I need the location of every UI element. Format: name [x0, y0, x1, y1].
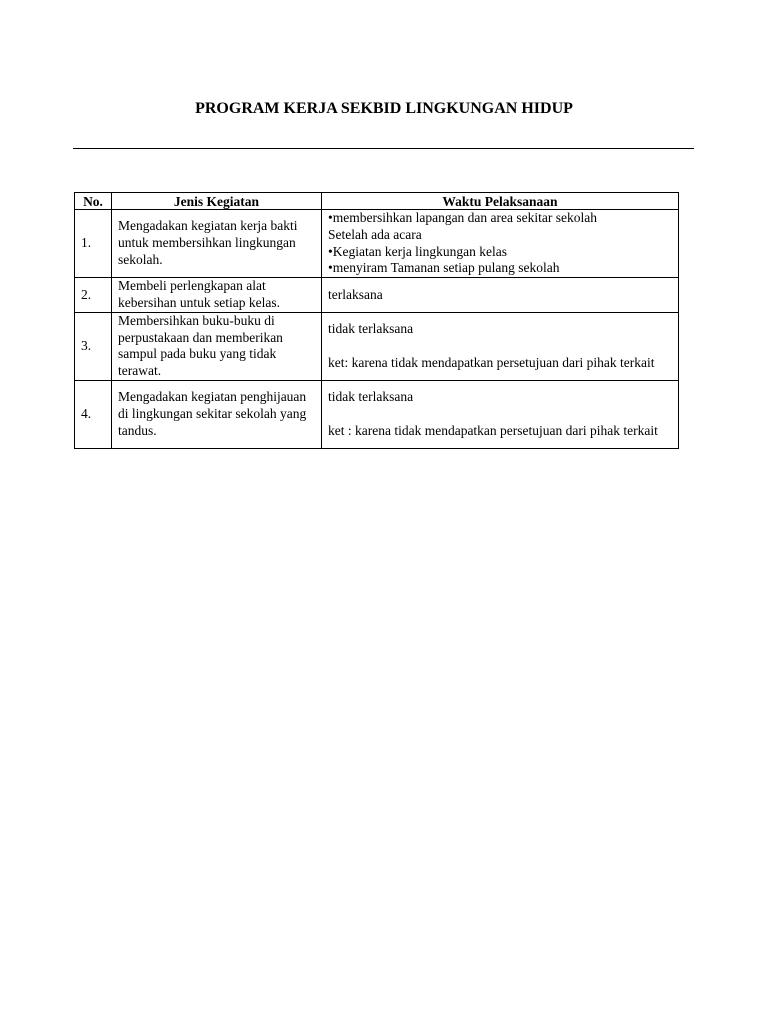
table-row [75, 210, 679, 278]
header-no: No. [75, 193, 112, 210]
table-row [75, 380, 679, 448]
activity-cell: Membersihkan buku-buku di perpustakaan dan memberikan sampul pada buku yang tidak terawat. [112, 312, 322, 380]
title-divider [73, 148, 694, 149]
status-line: •menyiram Tamanan setiap pulang sekolah [328, 260, 560, 276]
activity-cell: Membeli perlengkapan alat kebersihan untuk setiap kelas. [112, 278, 322, 313]
row-number: 3. [75, 312, 112, 380]
table-header-row [75, 193, 679, 210]
program-table [74, 192, 679, 449]
status-line: •membersihkan lapangan dan area sekitar sekolah [328, 210, 597, 225]
status-note: ket : karena tidak mendapatkan persetujuan dari pihak terkait [328, 422, 658, 438]
table-row [75, 312, 679, 380]
status-gap [328, 406, 672, 423]
table-row [75, 278, 679, 313]
status-gap [328, 338, 672, 355]
status-line: terlaksana [328, 286, 383, 302]
activity-cell: Mengadakan kegiatan penghijauan di lingkungan sekitar sekolah yang tandus. [112, 380, 322, 448]
status-cell [322, 210, 679, 278]
status-cell [322, 312, 679, 380]
row-number: 1. [75, 210, 112, 278]
status-cell [322, 380, 679, 448]
status-line: tidak terlaksana [328, 321, 414, 337]
header-jenis-kegiatan: Jenis Kegiatan [112, 193, 322, 210]
status-line: Setelah ada acara [328, 226, 422, 242]
row-number: 2. [75, 278, 112, 313]
activity-cell: Mengadakan kegiatan kerja bakti untuk membersihkan lingkungan sekolah. [112, 210, 322, 278]
status-line: tidak terlaksana [328, 389, 414, 405]
page-title: PROGRAM KERJA SEKBID LINGKUNGAN HIDUP [195, 100, 573, 117]
header-waktu-pelaksanaan: Waktu Pelaksanaan [322, 193, 679, 210]
status-line: •Kegiatan kerja lingkungan kelas [328, 243, 508, 259]
status-note: ket: karena tidak mendapatkan persetujuan dari pihak terkait [328, 354, 655, 370]
row-number: 4. [75, 380, 112, 448]
status-cell [322, 278, 679, 313]
